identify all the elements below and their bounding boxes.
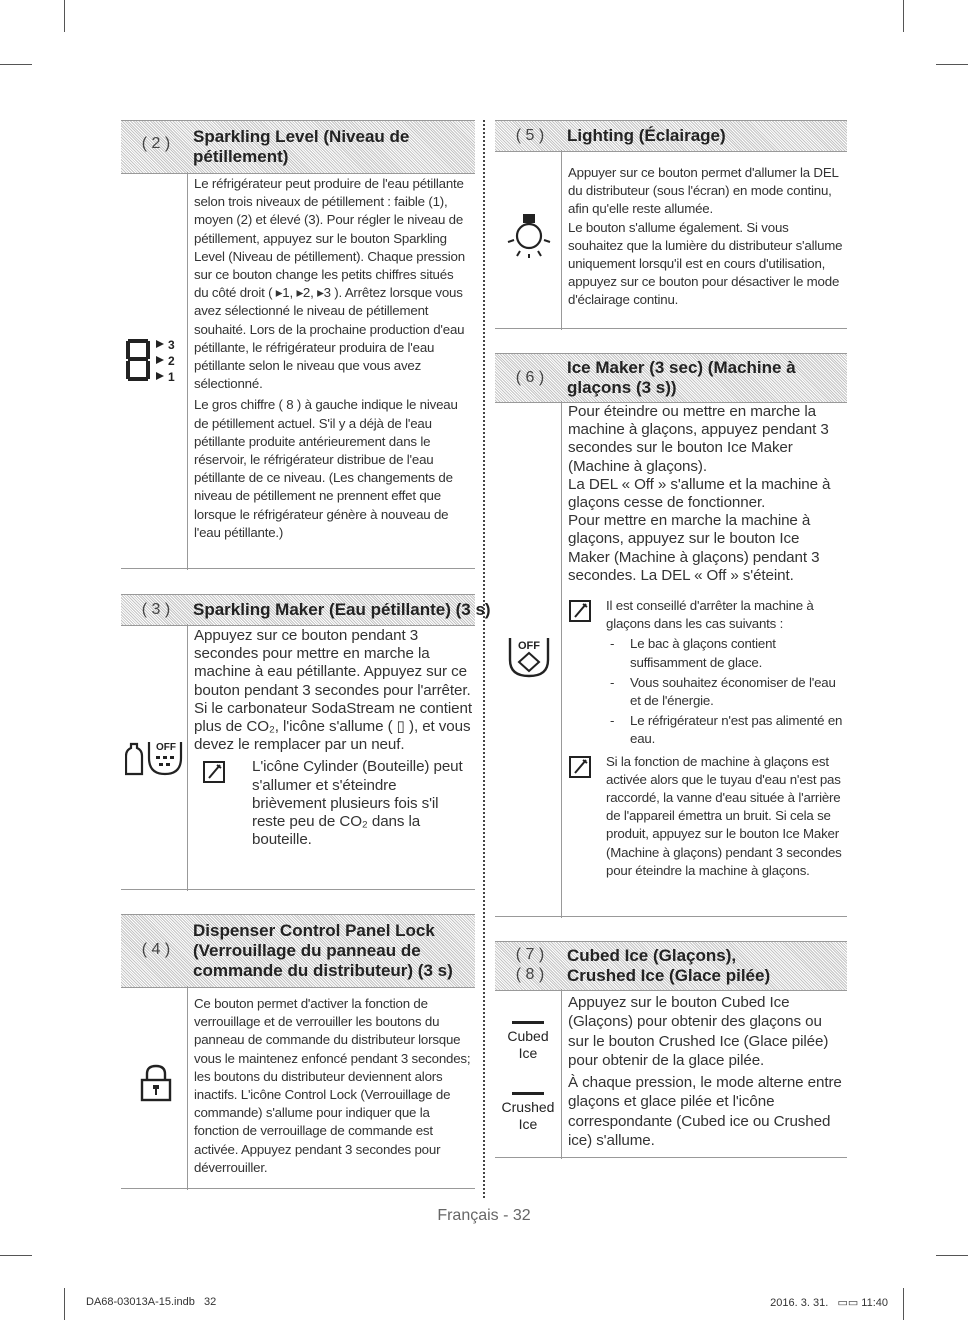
column-divider <box>483 120 485 1198</box>
section-header <box>495 120 847 152</box>
section-ice-maker <box>495 353 847 918</box>
sparkling-maker-icon <box>125 734 187 780</box>
section-number: ( 6 ) <box>515 369 545 386</box>
paragraph: Pour éteindre ou mettre en marche la machine à glaçons, appuyez pendant 3 secondes sur le bouton Ice Maker (Machine à glaçons). <box>568 403 829 475</box>
list-item: - Le bac à glaçons contient suffisamment de glace. <box>606 635 843 671</box>
section-body <box>568 993 843 1150</box>
crop-mark <box>64 0 65 32</box>
section-body <box>194 175 470 542</box>
list-item: - Le réfrigérateur n'est pas alimenté en eau. <box>606 712 843 748</box>
paragraph: Ce bouton permet d'activer la fonction de verrouillage et de verrouiller les boutons du panneau de commande du distributeur lorsque vous le maintenez enfoncé pendant 3 secondes; les boutons du distributeur deviennent alors inactifs. L'icône Control Lock (Verrouillage de commande) s'allume pour indiquer que la fonction de verrouillage de commande est activée. Appuyez pendant 3 secondes pour déverrouiller. <box>194 996 471 1175</box>
lightbulb-icon <box>505 212 553 264</box>
note-icon <box>568 754 594 780</box>
sparkling-level-icon <box>124 337 186 387</box>
section-sparkling-maker <box>121 594 491 891</box>
section-header <box>495 353 847 403</box>
page-number: Français - 32 <box>437 1207 531 1224</box>
crop-mark <box>0 64 32 65</box>
divider <box>561 150 562 330</box>
note <box>568 753 843 880</box>
crop-mark <box>903 0 904 32</box>
section-title: Sparkling Level (Niveau de pétillement) <box>193 127 410 166</box>
section-title: Dispenser Control Panel Lock (Verrouillage du panneau de commande du distributeur) (3 s) <box>193 921 453 980</box>
section-bottom-rule <box>121 1188 475 1189</box>
paragraph: Le gros chiffre ( 8 ) à gauche indique le niveau de pétillement actuel. S'il y a déjà de l'eau pétillante produite antérieurement dans le réservoir, le réfrigérateur distribue de l'eau pétillante de ce niveau. (Les changements de niveau de pétillement ne prennent effet que lorsque le réfrigérateur génère à nouveau de l'eau pétillante.) <box>194 397 458 540</box>
section-body <box>568 403 843 585</box>
section-title: Cubed Ice (Glaçons), <box>567 946 737 965</box>
note <box>568 597 843 633</box>
section-bottom-rule <box>495 328 847 329</box>
section-number: ( 4 ) <box>141 941 171 958</box>
section-cubed-crushed-ice <box>495 941 847 1159</box>
icon-column <box>495 150 561 330</box>
note-text: Si la fonction de machine à glaçons est activée alors que le tuyau d'eau n'est pas raccordé, la vanne d'eau située à l'arrière de l'appareil émettra un bruit. Si cela se produit, appuyez sur le bouton Ice Maker (Machine à glaçons) pendant 3 secondes pour éteindre la machine à glaçons. <box>606 753 842 878</box>
paragraph: À chaque pression, le mode alterne entre glaçons et glace pilée et l'icône correspondante (Cubed ice ou Crushed ice) s'allume. <box>568 1074 842 1150</box>
crushed-ice-icon <box>495 1092 561 1133</box>
paragraph: Le bouton s'allume également. Si vous souhaitez que la lumière du distributeur s'allume uniquement lorsqu'il est en cours d'utilisation, appuyez sur ce bouton pour désactiver le mode d'éclairage continu. <box>568 219 843 308</box>
paragraph: Appuyez sur ce bouton pendant 3 secondes pour mettre en marche la machine à eau pétillante. Appuyez sur ce bouton pendant 3 secondes pour l'arrêter. <box>194 627 471 699</box>
icon-column <box>121 172 187 570</box>
section-number: ( 2 ) <box>141 135 171 152</box>
section-bottom-rule <box>121 568 475 569</box>
level-1-label: 1 <box>168 370 175 384</box>
off-label: OFF <box>518 640 540 652</box>
section-number: ( 3 ) <box>141 601 171 618</box>
list-item: - Vous souhaitez économiser de l'eau et de l'énergie. <box>606 674 843 710</box>
paragraph: Pour mettre en marche la machine à glaçons, appuyez sur le bouton Ice Maker (Machine à glaçons) pendant 3 secondes. La DEL « Off » s'éteint. <box>568 512 820 584</box>
footer-date: 2016. 3. 31. ▭▭ 11:40 <box>770 1297 888 1309</box>
crop-mark <box>0 1255 32 1256</box>
section-bottom-rule <box>495 1157 847 1158</box>
note <box>194 758 472 849</box>
icon-column <box>121 986 187 1190</box>
bullet-list <box>568 635 843 748</box>
level-3-label: 3 <box>168 338 175 352</box>
off-label: OFF <box>156 742 176 753</box>
paragraph: Appuyer sur ce bouton permet d'allumer la DEL du distributeur (sous l'écran) en mode continu, afin qu'elle reste allumée. <box>568 165 839 217</box>
section-notes <box>568 593 843 880</box>
icon-column <box>495 401 561 918</box>
paragraph: Appuyez sur le bouton Cubed Ice (Glaçons) pour obtenir des glaçons ou sur le bouton Crushed Ice (Glace pilée) pour obtenir de la glace pilée. <box>568 994 829 1069</box>
section-bottom-rule <box>495 916 847 917</box>
paragraph: Le réfrigérateur peut produire de l'eau pétillante selon trois niveaux de pétillement : faible (1), moyen (2) et élevé (3). Pour régler le niveau de pétillement, appuyez sur le bouton Sparkling Level (Niveau de pétillement). Chaque pression sur ce bouton change les petits chiffres situés du côté droit ( ▸1, ▸2, ▸3 ). Arrêtez lorsque vous avez sélectionné le niveau de pétillement souhaité. Lors de la prochaine production d'eau pétillante, le réfrigérateur produira de l'eau pétillante selon le niveau que vous avez sélectionné. <box>194 176 465 392</box>
section-body <box>194 995 472 1177</box>
note-text: Il est conseillé d'arrêter la machine à glaçons dans les cas suivants : <box>606 598 814 632</box>
section-body <box>568 164 844 310</box>
section-number: ( 7 ) <box>515 946 545 963</box>
cubed-ice-label: Cubed <box>507 1028 549 1044</box>
section-title: Lighting (Éclairage) <box>567 126 726 145</box>
crushed-ice-label: Ice <box>518 1116 538 1132</box>
divider <box>187 172 188 570</box>
crop-mark <box>936 64 968 65</box>
section-bottom-rule <box>121 889 475 890</box>
divider <box>187 624 188 891</box>
crushed-ice-label: Crushed <box>501 1099 555 1115</box>
cubed-ice-icon <box>495 1021 561 1062</box>
crop-mark <box>64 1288 65 1320</box>
crop-mark <box>936 1255 968 1256</box>
icon-column <box>121 624 187 891</box>
ice-maker-off-icon <box>507 634 551 678</box>
paragraph: La DEL « Off » s'allume et la machine à glaçons cesse de fonctionner. <box>568 475 831 512</box>
cubed-ice-label: Ice <box>518 1045 538 1061</box>
section-header <box>495 941 847 991</box>
note-icon <box>568 598 594 624</box>
divider <box>561 989 562 1159</box>
note-text: L'icône Cylinder (Bouteille) peut s'allumer et s'éteindre brièvement plusieurs fois s'il reste peu de CO₂ dans la bouteille. <box>252 758 463 849</box>
divider <box>187 986 188 1190</box>
section-header <box>121 120 475 174</box>
paragraph: Si le carbonateur SodaStream ne contient plus de CO₂, l'icône s'allume ( ▯ ), et vous devez le remplacer par un neuf. <box>194 699 472 754</box>
section-number: ( 5 ) <box>515 127 545 144</box>
lock-icon <box>139 1064 173 1102</box>
note-icon <box>202 759 228 785</box>
section-number: ( 8 ) <box>515 966 545 983</box>
crop-mark <box>903 1288 904 1320</box>
level-2-label: 2 <box>168 354 175 368</box>
section-title: Crushed Ice (Glace pilée) <box>567 966 771 985</box>
section-title: Ice Maker (3 sec) (Machine à glaçons (3 s)) <box>567 358 796 397</box>
section-control-lock <box>121 914 475 1190</box>
section-body <box>194 627 472 849</box>
icon-column <box>495 989 561 1159</box>
section-title: Sparkling Maker (Eau pétillante) (3 s) <box>193 600 491 619</box>
divider <box>561 401 562 918</box>
section-lighting <box>495 120 847 330</box>
footer-file: DA68-03013A-15.indb 32 <box>86 1296 217 1308</box>
section-header <box>121 914 475 988</box>
section-sparkling-level <box>121 120 475 570</box>
section-header <box>121 594 491 626</box>
